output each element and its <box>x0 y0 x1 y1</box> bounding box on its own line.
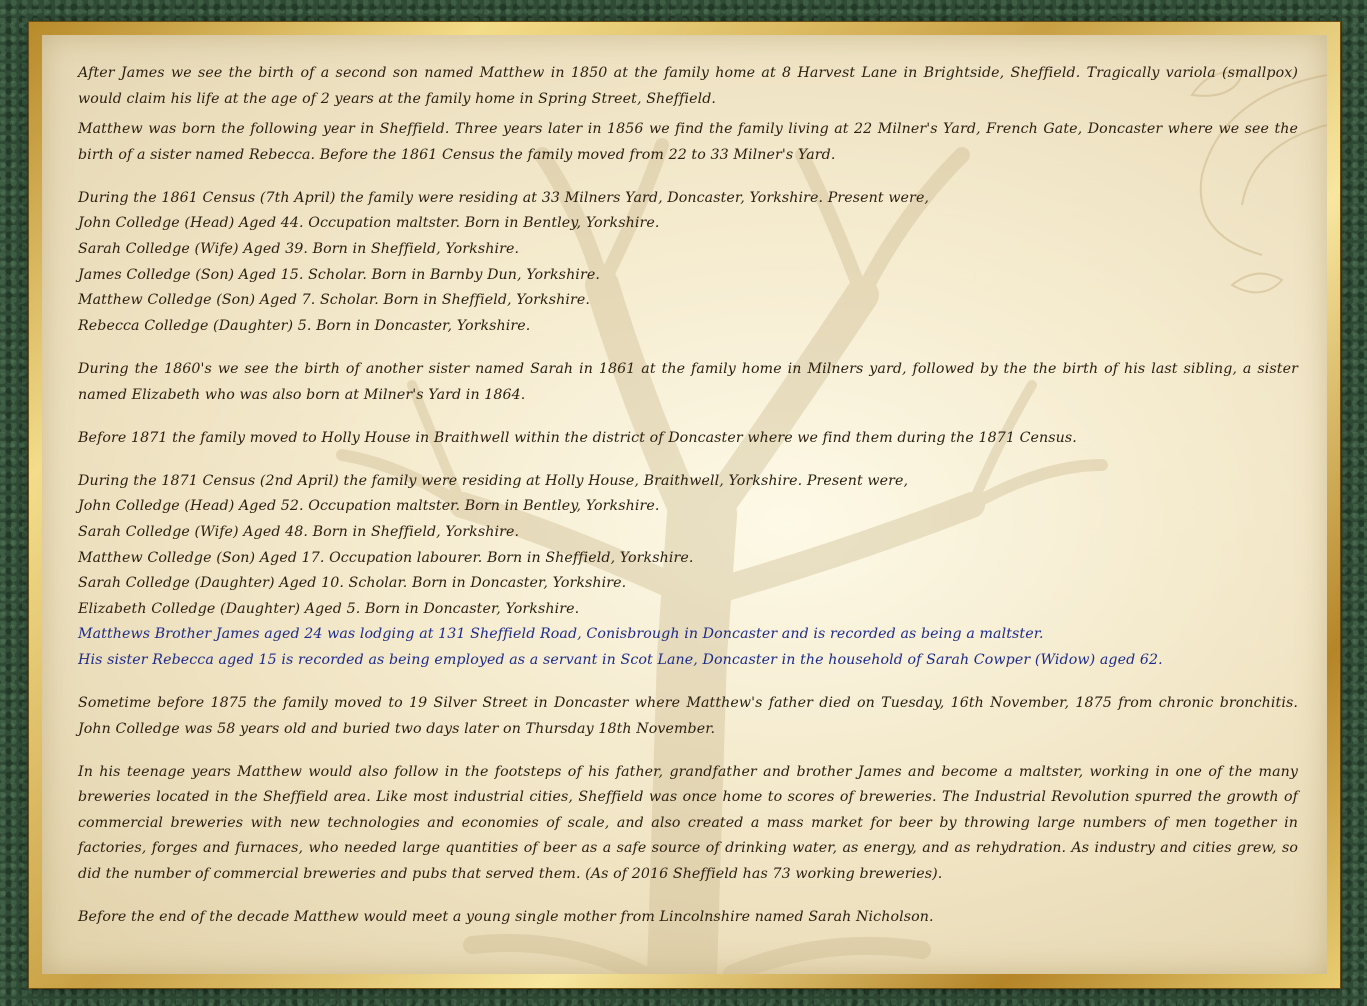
census-1871-line: Sarah Colledge (Wife) Aged 48. Born in Sheffield, Yorkshire. <box>78 523 520 540</box>
census-1861-line: Matthew Colledge (Son) Aged 7. Scholar. Born in Sheffield, Yorkshire. <box>78 292 590 309</box>
census-1871-block <box>78 469 1298 674</box>
paragraph-matthew-birth-1850: After James we see the birth of a second son named Matthew in 1850 at the family home at 8 Harvest Lane in Brightside, Sheffield. Tragically variola (smallpox) would claim his life at the age of 2 years at the family home in Spring Street, Sheffield. <box>78 65 1298 107</box>
census-1871-line: Elizabeth Colledge (Daughter) Aged 5. Born in Doncaster, Yorkshire. <box>78 600 580 617</box>
census-1871-line: John Colledge (Head) Aged 52. Occupation maltster. Born in Bentley, Yorkshire. <box>78 498 660 515</box>
census-1861-line: James Colledge (Son) Aged 15. Scholar. Born in Barnby Dun, Yorkshire. <box>78 266 600 283</box>
paragraph-sarah-nicholson: Before the end of the decade Matthew would meet a young single mother from Lincolnshire named Sarah Nicholson. <box>78 909 934 926</box>
census-1871-line: Sarah Colledge (Daughter) Aged 10. Scholar. Born in Doncaster, Yorkshire. <box>78 575 627 592</box>
census-1861-block <box>78 186 1298 340</box>
paragraph-father-death: Sometime before 1875 the family moved to 19 Silver Street in Doncaster where Matthew's father died on Tuesday, 16th November, 1875 from chronic bronchitis. John Colledge was 58 years old and buried two days later on Thursday 18th November. <box>78 694 1298 737</box>
parchment-page <box>42 35 1327 974</box>
paragraph-maltster-breweries: In his teenage years Matthew would also follow in the footsteps of his father, grandfather and brother James and become a maltster, working in one of the many breweries located in the Sheffield area. Like most industrial cities, Sheffield was once home to scores of breweries. The Industrial Revolution spurred the growth of commercial breweries with new technologies and economies of scale, and also created a mass market for beer by throwing large numbers of men together in factories, forges and furnaces, who needed large quantities of beer as a safe source of drinking water, as energy, and as rehydration. As industry and cities grew, so did the number of commercial breweries and pubs that served them. (As of 2016 Sheffield has 73 working breweries). <box>78 763 1298 883</box>
census-1861-line: Sarah Colledge (Wife) Aged 39. Born in Sheffield, Yorkshire. <box>78 241 520 258</box>
paragraph-rebecca-birth: Matthew was born the following year in Sheffield. Three years later in 1856 we find the family living at 22 Milner's Yard, French Gate, Doncaster where we see the birth of a sister named Rebecca. Before the 1861 Census the family moved from 22 to 33 Milner's Yard. <box>78 121 1298 163</box>
census-1861-line: Rebecca Colledge (Daughter) 5. Born in Doncaster, Yorkshire. <box>78 317 531 334</box>
census-1861-line: John Colledge (Head) Aged 44. Occupation maltster. Born in Bentley, Yorkshire. <box>78 215 660 232</box>
census-1871-line: During the 1871 Census (2nd April) the family were residing at Holly House, Braithwell, Yorkshire. Present were, <box>78 472 909 489</box>
paragraph-holly-house: Before 1871 the family moved to Holly House in Braithwell within the district of Doncaster where we find them during the 1871 Census. <box>78 429 1077 446</box>
census-1861-line: During the 1861 Census (7th April) the family were residing at 33 Milners Yard, Doncaster, Yorkshire. Present were, <box>78 189 930 206</box>
census-1871-line: Matthew Colledge (Son) Aged 17. Occupation labourer. Born in Sheffield, Yorkshire. <box>78 549 694 566</box>
paragraph-sisters-births: During the 1860's we see the birth of another sister named Sarah in 1861 at the family home in Milners yard, followed by the the birth of his last sibling, a sister named Elizabeth who was also born at Milner's Yard in 1864. <box>78 360 1298 403</box>
document-body <box>78 61 1298 931</box>
census-1871-note: Matthews Brother James aged 24 was lodging at 131 Sheffield Road, Conisbrough in Doncaster and is recorded as being a maltster. <box>78 626 1044 643</box>
census-1871-note: His sister Rebecca aged 15 is recorded as being employed as a servant in Scot Lane, Doncaster in the household of Sarah Cowper (Widow) aged 62. <box>78 651 1163 668</box>
